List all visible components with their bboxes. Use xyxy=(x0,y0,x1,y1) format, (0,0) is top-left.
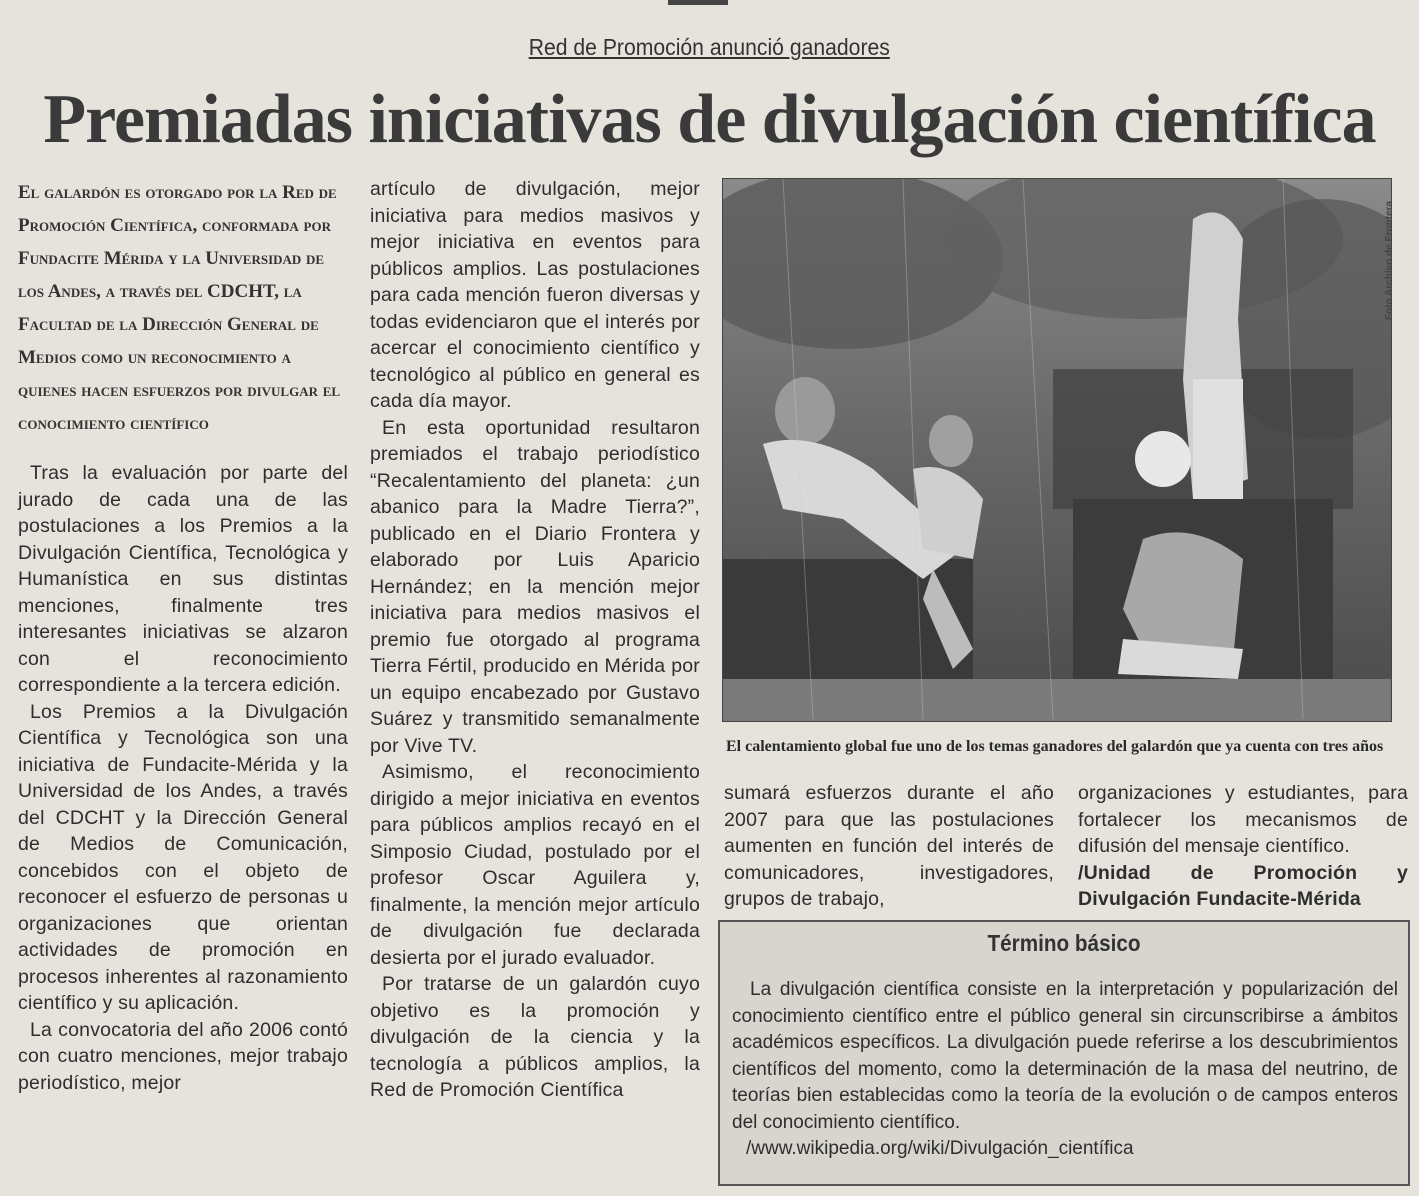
glossary-body: La divulgación científica consiste en la interpretación y popularización del conocimiento científico entre el público general sin circunscribirse a ámbitos académicos específicos. La divulgación puede referirse a los descubrimientos científicos del momento, como la determinación de la masa del neutrino, de teorías bien establecidas como la teoría de la evolución o de campos enteros del conocimiento científico. xyxy=(732,979,1398,1133)
paragraph: Por tratarse de un galardón cuyo objetivo es la promoción y divulgación de la ciencia y la tecnología a públicos amplios, la Red de Promoción Científica xyxy=(370,973,700,1101)
photo-credit: Foto Archivo de Frontera xyxy=(1384,200,1395,320)
lede: El galardón es otorgado por la Red de Promoción Científica, conformada por Fundacite Mérida y la Universidad de los Andes, a través del CDCHT, la Facultad de la Dirección General de Medios como un reconocimiento a quienes hacen esfuerzos por divulgar el conocimiento científico xyxy=(18,182,341,434)
paragraph: artículo de divulgación, mejor iniciativa para medios masivos y mejor iniciativa en eventos para públicos amplios. Las postulaciones para cada mención fueron diversas y todas evidenciaron que el interés por acercar el conocimiento científico y tecnológico al público en general es cada día mayor. xyxy=(370,178,700,412)
column-1 xyxy=(18,176,348,1096)
news-photo xyxy=(722,178,1392,722)
glossary-title: Término básico xyxy=(987,930,1141,956)
paragraph: Tras la evaluación por parte del jurado de cada una de las postulaciones a los Premios a la Divulgación Científica, Tecnológica y Humanística en sus distintas menciones, finalmente tres interesantes iniciativas se alzaron con el reconocimiento correspondiente a la tercera edición. xyxy=(18,462,348,696)
paragraph: sumará esfuerzos durante el año 2007 para que las postulaciones aumenten en función del interés de comunicadores, investigadores, grupos de trabajo, xyxy=(724,782,1054,910)
paragraph: organizaciones y estudiantes, para fortalecer los mecanismos de difusión del mensaje científico. xyxy=(1078,782,1408,857)
paragraph: En esta oportunidad resultaron premiados el trabajo periodístico “Recalentamiento del planeta: ¿un abanico para la Madre Tierra?”, publicado en el Diario Frontera y elaborado por Luis Aparicio Hernández; en la mención mejor iniciativa para medios masivos el premio fue otorgado al programa Tierra Fértil, producido en Mérida por un equipo encabezado por Gustavo Suárez y transmitido semanalmente por Vive TV. xyxy=(370,416,700,757)
signature: /Unidad de Promoción y Divulgación Fundacite-Mérida xyxy=(1078,861,1408,910)
glossary-source-url: /www.wikipedia.org/wiki/Divulgación_científica xyxy=(746,1138,1134,1159)
column-2 xyxy=(370,176,700,1104)
headline: Premiadas iniciativas de divulgación científica xyxy=(43,81,1376,158)
paragraph: La convocatoria del año 2006 contó con cuatro menciones, mejor trabajo periodístico, mejor xyxy=(18,1018,348,1094)
kicker xyxy=(0,34,1419,61)
column-3 xyxy=(724,780,1054,913)
photo-illustration xyxy=(723,179,1391,721)
glossary-text xyxy=(732,977,1398,1136)
kicker-text: Red de Promoción anunció ganadores xyxy=(528,34,891,60)
top-rule xyxy=(668,0,728,5)
glossary-box xyxy=(718,920,1410,1186)
photo-caption: El calentamiento global fue uno de los temas ganadores del galardón que ya cuenta con tres años xyxy=(726,738,1384,755)
column-4 xyxy=(1078,780,1408,913)
paragraph: Los Premios a la Divulgación Científica y Tecnológica son una iniciativa de Fundacite-Mérida y la Universidad de los Andes, a través del CDCHT y la Dirección General de Medios de Comunicación, concebidos con el objeto de reconocer el esfuerzo de personas u organizaciones que orientan actividades de promoción en procesos inherentes al razonamiento científico y su aplicación. xyxy=(18,700,348,1014)
paragraph: Asimismo, el reconocimiento dirigido a mejor iniciativa en eventos para públicos amplios recayó en el Simposio Ciudad, postulado por el profesor Oscar Aguilera y, finalmente, la mención mejor artículo de divulgación fue declarada desierta por el jurado evaluador. xyxy=(370,761,700,969)
